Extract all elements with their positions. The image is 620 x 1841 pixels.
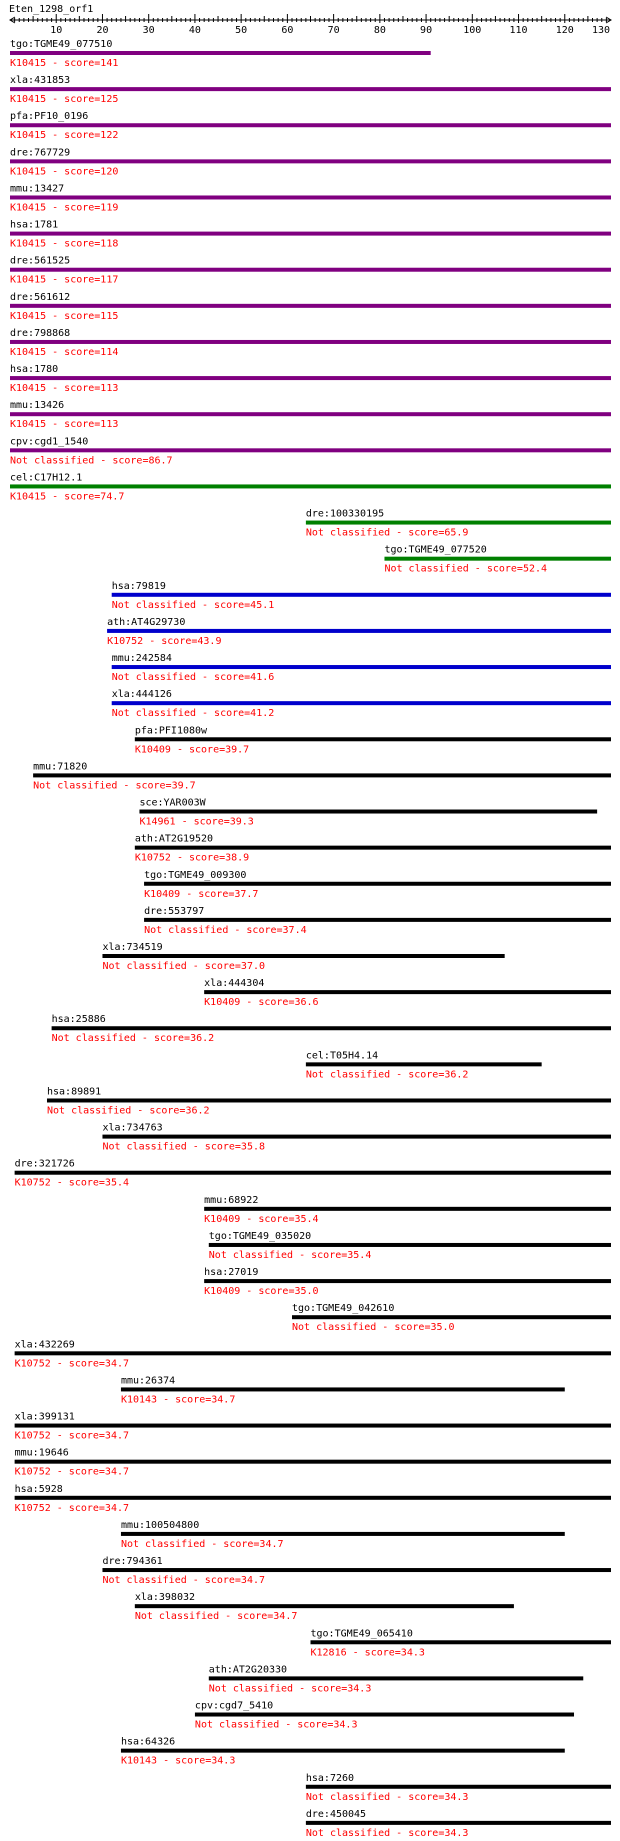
- hit-name: xla:432269: [14, 1339, 75, 1351]
- hit-name: hsa:64326: [120, 1736, 176, 1748]
- hit-track: [15, 1484, 611, 1514]
- hit-bar: [10, 159, 611, 163]
- hit-bar: [306, 1821, 611, 1825]
- hit-track: [121, 1520, 565, 1550]
- hit-bar: [15, 1460, 611, 1464]
- hit-track: [144, 906, 611, 936]
- hit-track: [10, 292, 611, 322]
- axis-tick-label: 20: [96, 25, 109, 36]
- hit-bar: [33, 773, 611, 777]
- hit-bar: [15, 1496, 611, 1500]
- hit-bar: [311, 1640, 612, 1644]
- hit-score-label: Not classified - score=34.7: [134, 1611, 298, 1623]
- hit-bar: [10, 304, 611, 308]
- hit-name: dre:561525: [10, 255, 71, 267]
- hit-track: [204, 978, 611, 1008]
- hit-bar: [10, 87, 611, 91]
- hit-score-label: K10752 - score=34.7: [14, 1358, 130, 1370]
- hit-name: sce:YAR003W: [139, 797, 206, 809]
- hit-track: [10, 75, 611, 105]
- hit-score-label: K10409 - score=35.4: [204, 1213, 319, 1225]
- hit-name: ath:AT4G29730: [107, 616, 186, 628]
- hit-track: [204, 1267, 611, 1297]
- hit-track: [10, 111, 611, 141]
- hit-score-label: K14961 - score=39.3: [139, 816, 254, 828]
- hit-track: [121, 1375, 565, 1405]
- hit-name: hsa:7260: [305, 1772, 355, 1784]
- hit-score-label: K10752 - score=35.4: [14, 1177, 130, 1189]
- axis-tick-label: 60: [281, 25, 294, 36]
- hit-name: dre:561612: [10, 291, 71, 303]
- hit-name: mmu:68922: [204, 1194, 259, 1206]
- hit-name: tgo:TGME49_042610: [292, 1303, 395, 1315]
- hit-score-label: Not classified - score=36.2: [46, 1105, 210, 1117]
- hit-bar: [10, 232, 611, 236]
- axis-tick-label: 90: [420, 25, 433, 36]
- hit-bar: [135, 1604, 514, 1608]
- hit-bar: [10, 268, 611, 272]
- hit-score-label: K10415 - score=74.7: [10, 491, 125, 503]
- hit-score-label: Not classified - score=41.6: [111, 672, 275, 684]
- hit-track: [292, 1303, 611, 1333]
- axis-tick-label: 110: [509, 25, 528, 36]
- hit-name: dre:321726: [14, 1158, 75, 1170]
- hit-track: [107, 617, 611, 647]
- hit-score-label: Not classified - score=34.7: [120, 1538, 284, 1550]
- hit-track: [10, 328, 611, 358]
- hit-bar: [47, 1098, 611, 1102]
- hit-bar: [15, 1424, 611, 1428]
- hit-bar: [10, 123, 611, 127]
- hit-bar: [15, 1351, 611, 1355]
- axis-tick-label: 70: [327, 25, 340, 36]
- hit-track: [209, 1664, 583, 1694]
- hit-score-label: Not classified - score=41.2: [111, 708, 275, 720]
- hit-tracks: [10, 39, 611, 1839]
- hit-track: [204, 1195, 611, 1225]
- hit-score-label: Not classified - score=52.4: [384, 563, 548, 575]
- hit-track: [135, 834, 611, 864]
- hit-track: [15, 1339, 611, 1369]
- hit-name: tgo:TGME49_077520: [384, 544, 487, 556]
- axis-tick-label: 120: [555, 25, 574, 36]
- hit-score-label: Not classified - score=34.3: [208, 1683, 372, 1695]
- hit-score-label: K10752 - score=43.9: [107, 635, 222, 647]
- hit-track: [15, 1448, 611, 1478]
- hit-bar: [112, 665, 611, 669]
- hit-track: [306, 1050, 542, 1080]
- hit-score-label: K10415 - score=125: [10, 94, 119, 106]
- axis-tick-label: 30: [142, 25, 155, 36]
- hit-score-label: Not classified - score=34.3: [305, 1791, 469, 1803]
- hit-score-label: K10143 - score=34.7: [120, 1394, 236, 1406]
- hit-name: hsa:89891: [46, 1086, 102, 1098]
- hit-name: cpv:cgd7_5410: [194, 1700, 274, 1712]
- hit-track: [144, 870, 611, 900]
- hit-score-label: Not classified - score=35.4: [208, 1249, 372, 1261]
- hit-score-label: K10415 - score=117: [10, 274, 119, 286]
- axis-tick-label: 100: [463, 25, 482, 36]
- hit-name: hsa:1780: [10, 364, 59, 376]
- hit-bar: [144, 882, 611, 886]
- hit-track: [10, 256, 611, 286]
- hit-track: [102, 1556, 611, 1586]
- hit-name: xla:431853: [10, 75, 71, 87]
- hit-score-label: Not classified - score=65.9: [305, 527, 469, 539]
- hit-name: tgo:TGME49_035020: [208, 1230, 312, 1242]
- hit-name: dre:798868: [10, 327, 71, 339]
- hit-name: tgo:TGME49_009300: [144, 869, 247, 881]
- hit-track: [52, 1014, 611, 1044]
- hit-track: [15, 1412, 611, 1442]
- hit-name: ath:AT2G19520: [134, 833, 214, 845]
- hit-bar: [10, 412, 611, 416]
- hit-score-label: K10415 - score=113: [10, 419, 119, 431]
- hit-score-label: K10415 - score=115: [10, 310, 119, 322]
- hit-score-label: Not classified - score=45.1: [111, 599, 275, 611]
- hit-bar: [10, 376, 611, 380]
- hit-score-label: K10409 - score=37.7: [144, 888, 259, 900]
- hit-score-label: K10752 - score=38.9: [134, 852, 250, 864]
- hit-bar: [10, 195, 611, 199]
- hit-track: [10, 220, 611, 250]
- hit-score-label: Not classified - score=35.0: [292, 1322, 455, 1334]
- hit-score-label: K10415 - score=113: [10, 383, 119, 395]
- hit-bar: [112, 701, 611, 705]
- hit-track: [112, 653, 611, 683]
- hit-name: xla:734519: [102, 942, 163, 953]
- hit-track: [306, 509, 611, 539]
- hit-name: cpv:cgd1_1540: [10, 436, 89, 448]
- hit-name: hsa:79819: [111, 580, 166, 592]
- hit-track: [10, 364, 611, 394]
- hit-name: dre:767729: [10, 147, 71, 159]
- hit-name: cel:C17H12.1: [10, 472, 83, 484]
- hit-track: [112, 689, 611, 719]
- hit-bar: [306, 1785, 611, 1789]
- hit-track: [10, 436, 611, 466]
- hit-bar: [52, 1026, 611, 1030]
- hit-bar: [306, 1062, 542, 1066]
- hit-bar: [102, 1135, 611, 1139]
- hit-bar: [10, 484, 611, 488]
- hit-track: [135, 725, 611, 755]
- hit-name: dre:553797: [144, 905, 205, 917]
- hit-track: [139, 798, 597, 828]
- hit-bar: [10, 448, 611, 452]
- hit-name: dre:100330195: [305, 508, 385, 520]
- hit-bar: [195, 1713, 574, 1717]
- hit-name: xla:734763: [102, 1122, 163, 1134]
- hit-name: mmu:26374: [120, 1375, 176, 1387]
- hit-score-label: K10752 - score=34.7: [14, 1466, 130, 1478]
- hit-name: pfa:PF10_0196: [10, 111, 89, 123]
- hit-name: dre:794361: [102, 1556, 163, 1568]
- hit-bar: [292, 1315, 611, 1319]
- hit-name: mmu:242584: [111, 653, 172, 665]
- hit-bar: [112, 593, 611, 597]
- hit-bar: [102, 954, 504, 958]
- hit-track: [306, 1809, 611, 1839]
- hit-track: [195, 1701, 574, 1731]
- axis-tick-label: 50: [235, 25, 248, 36]
- hit-track: [112, 581, 611, 611]
- hit-track: [102, 1123, 611, 1153]
- chart-title: Eten_1298_orf1: [9, 4, 94, 15]
- hit-bar: [144, 918, 611, 922]
- hit-track: [209, 1231, 611, 1261]
- hit-score-label: Not classified - score=35.8: [102, 1141, 266, 1153]
- hit-name: mmu:19646: [14, 1447, 69, 1459]
- hit-track: [102, 942, 504, 972]
- hit-bar: [135, 846, 611, 850]
- hit-track: [10, 472, 611, 502]
- hit-name: xla:444126: [111, 689, 172, 701]
- hit-name: tgo:TGME49_077510: [10, 39, 113, 50]
- hit-bar: [209, 1243, 611, 1247]
- hit-bar: [204, 1279, 611, 1283]
- axis-tick-label: 80: [373, 25, 386, 36]
- hit-name: xla:444304: [204, 978, 265, 990]
- hit-score-label: K10143 - score=34.3: [120, 1755, 236, 1767]
- hit-track: [10, 183, 611, 213]
- hit-track: [10, 400, 611, 430]
- hit-name: cel:T05H4.14: [305, 1050, 379, 1062]
- hit-name: tgo:TGME49_065410: [310, 1628, 413, 1640]
- hit-score-label: Not classified - score=36.2: [305, 1069, 469, 1081]
- hit-bar: [209, 1676, 583, 1680]
- hit-bar: [384, 557, 611, 561]
- hit-bar: [121, 1532, 565, 1536]
- axis-tick-label: 130: [591, 25, 611, 36]
- hit-track: [306, 1773, 611, 1803]
- hit-bar: [306, 521, 611, 525]
- hit-name: mmu:71820: [33, 761, 88, 773]
- hit-bar: [135, 737, 611, 741]
- hit-name: mmu:13426: [10, 400, 65, 412]
- hit-score-label: Not classified - score=37.0: [102, 961, 266, 972]
- hit-track: [121, 1737, 565, 1767]
- hit-score-label: K10415 - score=141: [10, 58, 119, 69]
- axis-tick-label: 10: [50, 25, 63, 36]
- hit-track: [135, 1592, 514, 1622]
- hit-track: [311, 1628, 612, 1658]
- hit-name: pfa:PFI1080w: [134, 725, 208, 737]
- hit-name: hsa:25886: [51, 1014, 106, 1026]
- hit-name: mmu:13427: [10, 183, 65, 195]
- hit-name: hsa:1781: [10, 219, 59, 231]
- hit-score-label: K10752 - score=34.7: [14, 1430, 130, 1442]
- hit-score-label: K10752 - score=34.7: [14, 1502, 130, 1514]
- hit-track: [47, 1086, 611, 1116]
- ruler-axis: [10, 14, 611, 36]
- hit-name: dre:450045: [305, 1808, 367, 1820]
- hit-name: mmu:100504800: [120, 1519, 200, 1531]
- hit-score-label: Not classified - score=36.2: [51, 1033, 215, 1045]
- hit-score-label: Not classified - score=34.3: [194, 1719, 358, 1731]
- hit-track: [33, 761, 611, 791]
- hit-score-label: K10415 - score=114: [10, 346, 119, 358]
- hit-bar: [10, 340, 611, 344]
- hit-score-label: Not classified - score=34.3: [305, 1827, 469, 1839]
- hit-score-label: K10415 - score=122: [10, 130, 119, 142]
- hit-score-label: K10409 - score=35.0: [204, 1286, 319, 1298]
- hit-track: [384, 545, 611, 575]
- hit-name: hsa:5928: [14, 1483, 63, 1495]
- hit-bar: [121, 1749, 565, 1753]
- hit-score-label: K10415 - score=120: [10, 166, 119, 178]
- hit-name: xla:398032: [134, 1592, 196, 1604]
- hit-score-label: K10409 - score=36.6: [204, 997, 319, 1009]
- hit-bar: [107, 629, 611, 633]
- hit-track: [10, 39, 431, 69]
- hit-score-label: K10409 - score=39.7: [134, 744, 250, 756]
- hit-score-label: Not classified - score=34.7: [102, 1575, 266, 1587]
- hit-score-label: K10415 - score=118: [10, 238, 119, 250]
- hit-track: [15, 1159, 611, 1189]
- hit-score-label: K12816 - score=34.3: [310, 1647, 425, 1659]
- hit-bar: [204, 1207, 611, 1211]
- hit-bar: [121, 1387, 565, 1391]
- hit-bar: [15, 1171, 611, 1175]
- hit-score-label: Not classified - score=86.7: [10, 455, 173, 467]
- hit-name: ath:AT2G20330: [208, 1664, 288, 1676]
- hit-name: xla:399131: [14, 1411, 75, 1423]
- hit-score-label: Not classified - score=39.7: [33, 780, 196, 792]
- hit-bar: [102, 1568, 611, 1572]
- hit-track: [10, 147, 611, 177]
- hit-bar: [10, 51, 431, 55]
- axis-tick-label: 40: [188, 25, 201, 36]
- hit-bar: [204, 990, 611, 994]
- hit-score-label: Not classified - score=37.4: [144, 924, 307, 936]
- hit-bar: [139, 810, 597, 814]
- hit-name: hsa:27019: [204, 1267, 259, 1279]
- hit-score-label: K10415 - score=119: [10, 202, 119, 214]
